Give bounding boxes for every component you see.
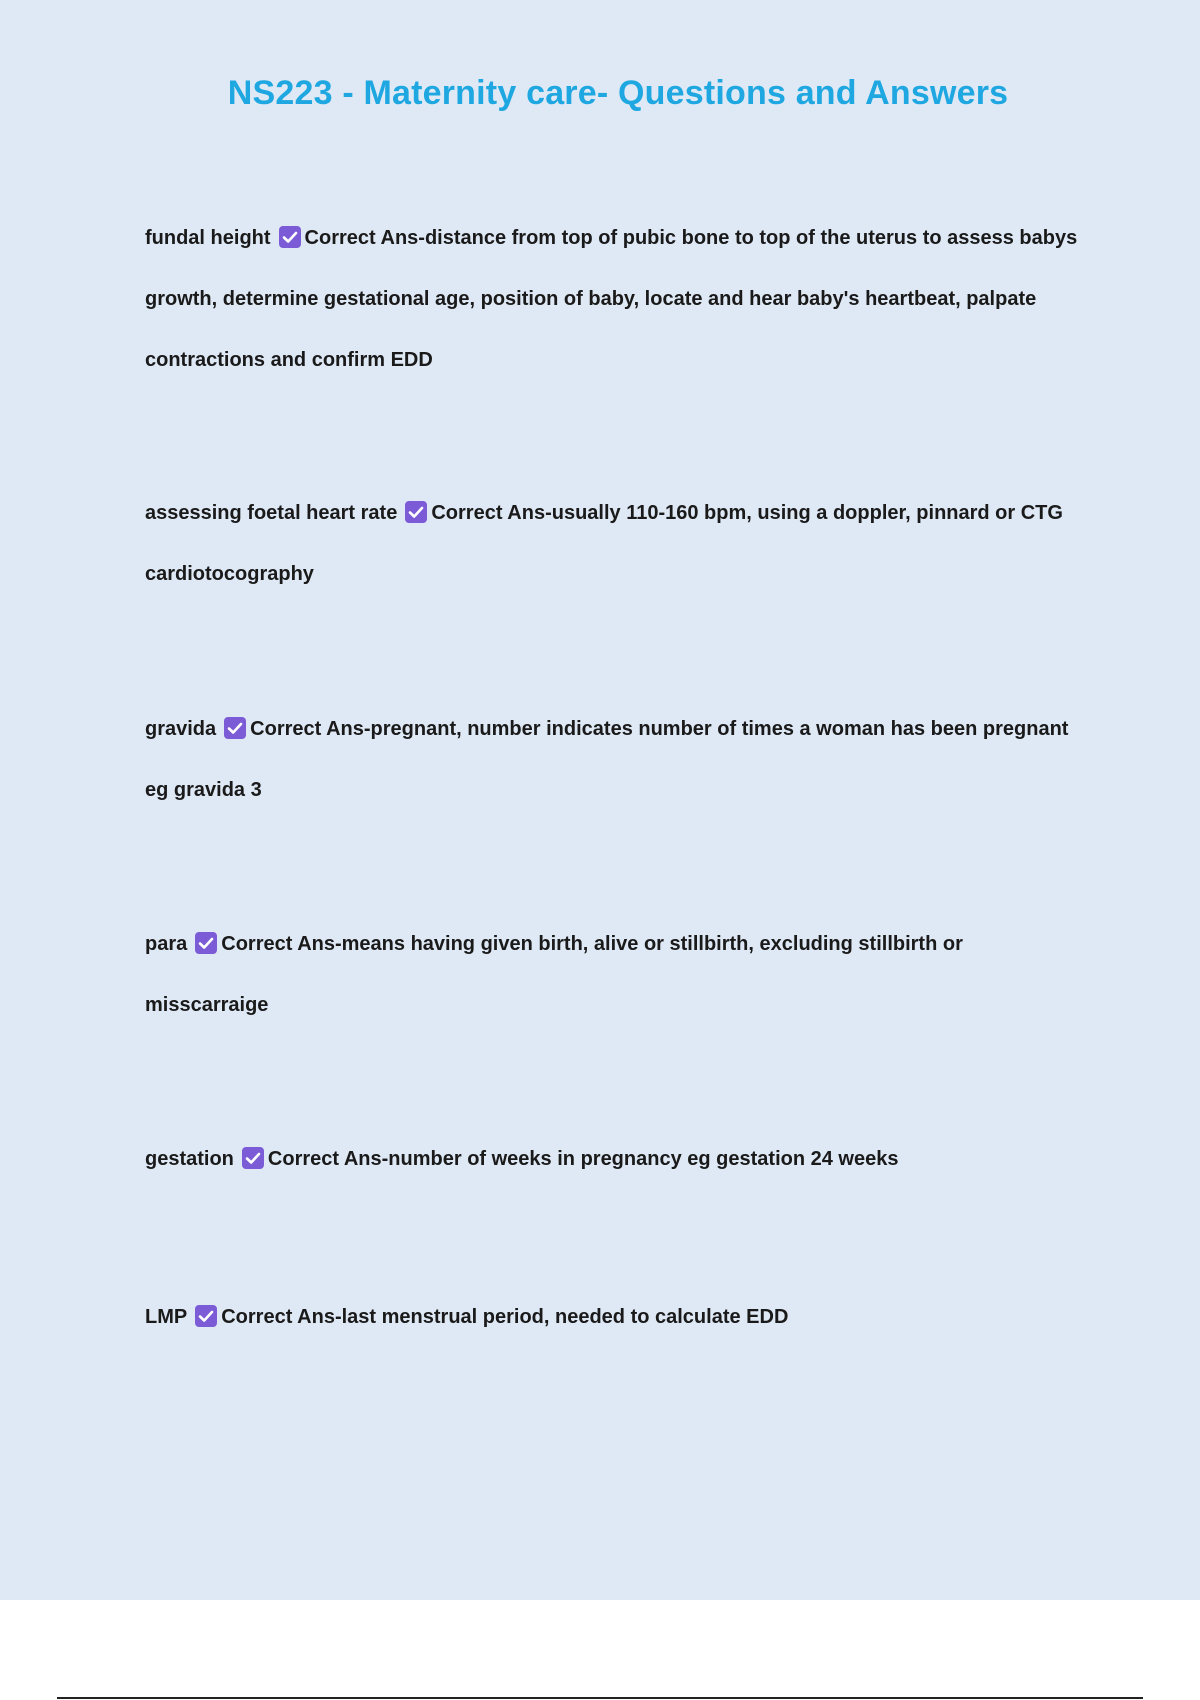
qa-item-fundal-height <box>145 208 1085 391</box>
checkbox-checked-icon <box>224 717 246 739</box>
qa-answer: Correct Ans-usually 110-160 bpm, using a doppler, pinnard or CTG cardiotocography <box>145 502 1063 585</box>
qa-answer: Correct Ans-distance from top of pubic bone to top of the uterus to assess babys growth, determine gestational age, position of baby, locate and hear baby's heartbeat, palpate contractions and confirm EDD <box>145 227 1078 371</box>
qa-answer: Correct Ans-number of weeks in pregnancy eg gestation 24 weeks <box>267 1148 899 1170</box>
qa-item-lmp <box>145 1287 1085 1348</box>
qa-item-foetal-heart-rate <box>145 483 1085 605</box>
qa-item-gestation <box>145 1129 1085 1190</box>
qa-answer: Correct Ans-pregnant, number indicates number of times a woman has been pregnant eg gravida 3 <box>145 718 1069 801</box>
checkbox-checked-icon <box>242 1147 264 1169</box>
checkbox-checked-icon <box>279 226 301 248</box>
qa-answer: Correct Ans-last menstrual period, needed to calculate EDD <box>221 1306 789 1328</box>
qa-term: para <box>145 933 188 955</box>
qa-term: assessing foetal heart rate <box>145 502 398 524</box>
qa-item-gravida <box>145 699 1085 821</box>
qa-term: fundal height <box>145 227 271 249</box>
document-title: NS223 - Maternity care- Questions and Answers <box>227 74 1009 112</box>
checkbox-checked-icon <box>195 1305 217 1327</box>
qa-item-para <box>145 914 1085 1036</box>
qa-term: gravida <box>145 718 217 740</box>
checkbox-checked-icon <box>195 932 217 954</box>
checkbox-checked-icon <box>405 501 427 523</box>
footer-rule <box>57 1697 1143 1699</box>
qa-term: gestation <box>145 1148 234 1170</box>
qa-answer: Correct Ans-means having given birth, alive or stillbirth, excluding stillbirth or misscarraige <box>145 933 963 1016</box>
qa-term: LMP <box>145 1306 188 1328</box>
